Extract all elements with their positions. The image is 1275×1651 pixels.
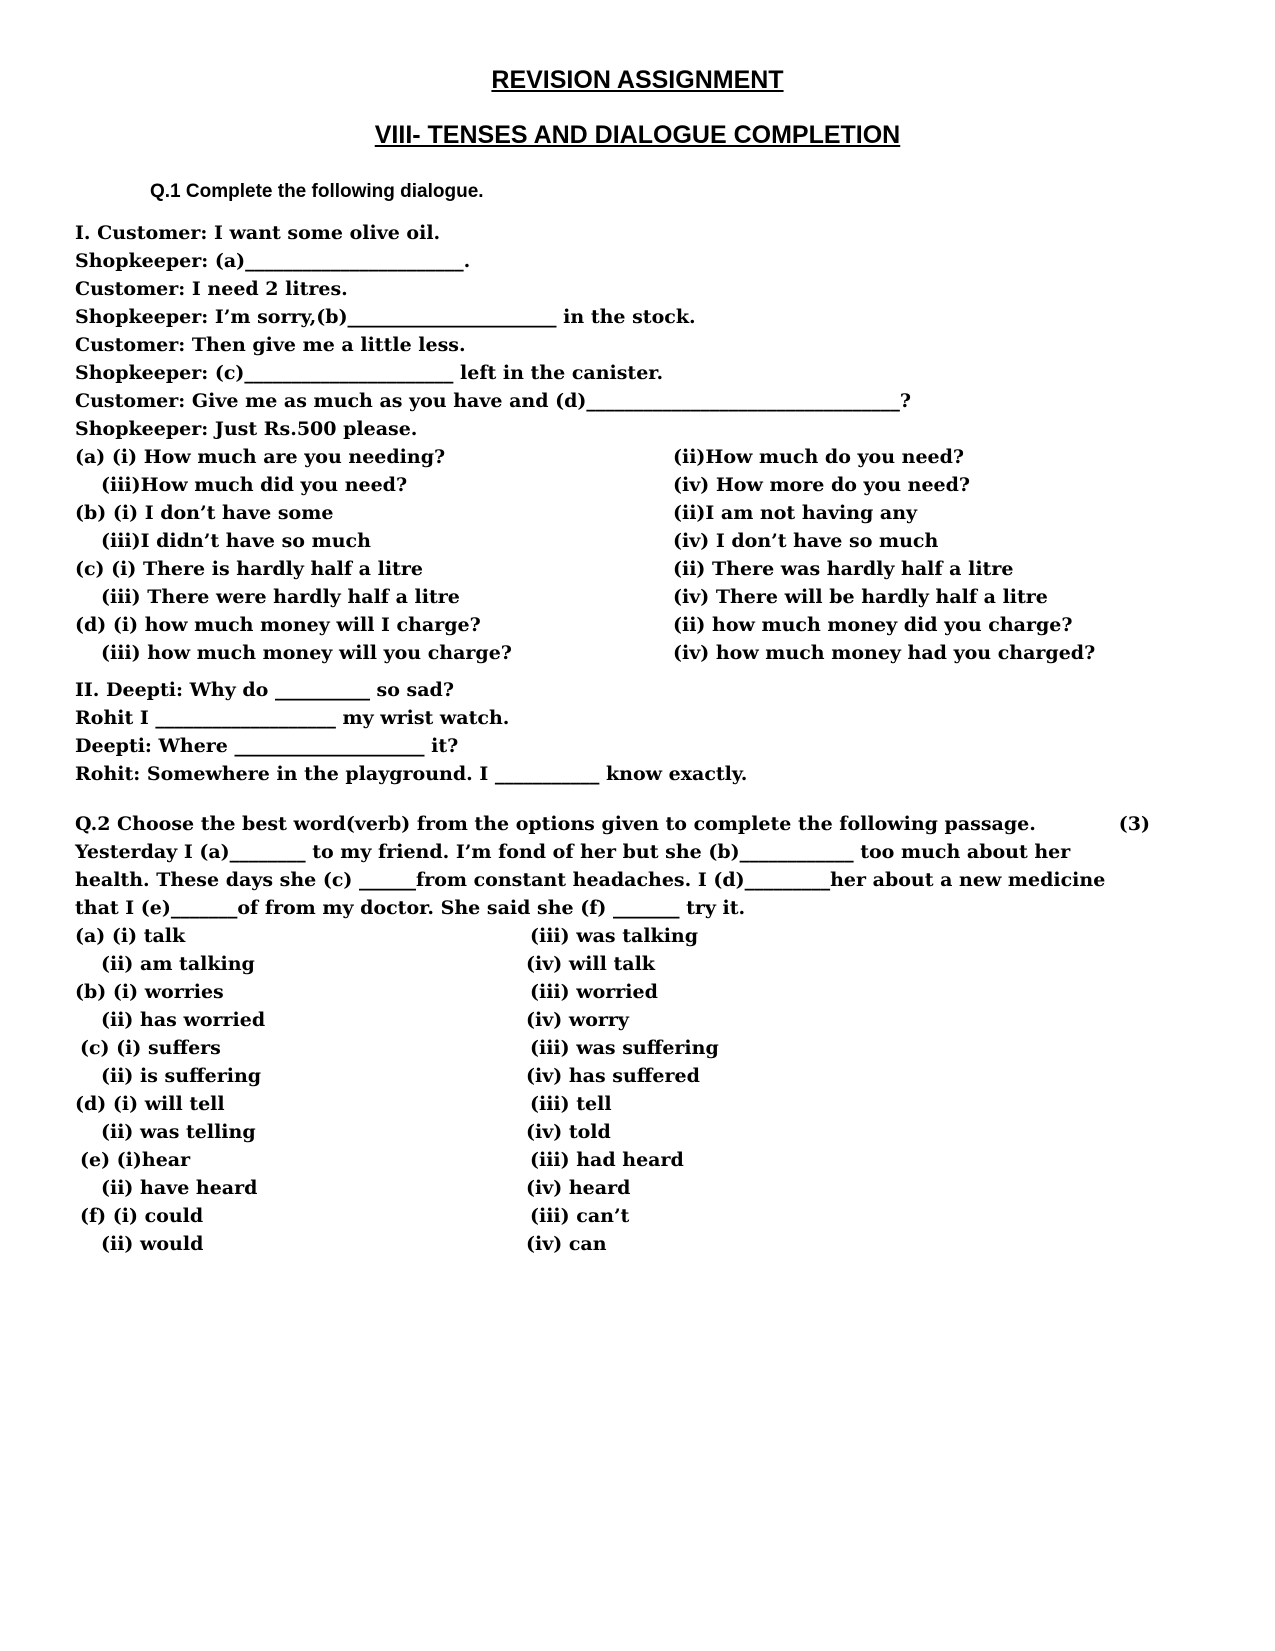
option-right: (iii) had heard xyxy=(530,1149,684,1171)
q1-dialogue-2 xyxy=(75,676,1205,788)
option-right: (iv) has suffered xyxy=(526,1065,700,1087)
option-row xyxy=(75,499,1205,527)
q1-options xyxy=(75,443,1205,667)
dialogue-line: II. Deepti: Why do __________ so sad? xyxy=(75,679,454,701)
q1-heading: Q.1 Complete the following dialogue. xyxy=(150,181,484,202)
option-row xyxy=(75,443,1205,471)
option-row xyxy=(75,1202,1205,1230)
option-row xyxy=(75,922,1205,950)
option-row xyxy=(75,471,1205,499)
option-right: (ii) There was hardly half a litre xyxy=(673,558,1014,580)
dialogue-line: Shopkeeper: (a)_______________________. xyxy=(75,250,471,272)
q2-passage xyxy=(75,810,1205,922)
option-row xyxy=(75,1230,1205,1258)
option-left: (a) (i) How much are you needing? xyxy=(75,446,446,468)
dialogue-line: Shopkeeper: I’m sorry,(b)______________________ in the stock. xyxy=(75,306,696,328)
option-row xyxy=(75,1062,1205,1090)
option-left: (iii)I didn’t have so much xyxy=(101,530,371,552)
option-left: (iii)How much did you need? xyxy=(101,474,408,496)
option-right: (ii)I am not having any xyxy=(673,502,918,524)
option-right: (iv) how much money had you charged? xyxy=(673,642,1096,664)
option-row xyxy=(75,1146,1205,1174)
option-row xyxy=(75,1006,1205,1034)
option-left: (iii) There were hardly half a litre xyxy=(101,586,460,608)
option-right: (iv) How more do you need? xyxy=(673,474,971,496)
option-left: (b) (i) worries xyxy=(75,981,224,1003)
page-subtitle: VIII- TENSES AND DIALOGUE COMPLETION xyxy=(374,121,901,149)
option-left: (c) (i) suffers xyxy=(80,1037,221,1059)
dialogue-line: Deepti: Where ____________________ it? xyxy=(75,735,459,757)
option-left: (ii) have heard xyxy=(101,1177,258,1199)
option-left: (b) (i) I don’t have some xyxy=(75,502,334,524)
option-right: (iv) heard xyxy=(526,1177,631,1199)
option-left: (c) (i) There is hardly half a litre xyxy=(75,558,423,580)
option-right: (iv) will talk xyxy=(526,953,655,975)
passage-line: health. These days she (c) ______from constant headaches. I (d)_________her about a new medicine xyxy=(75,869,1106,891)
dialogue-line: I. Customer: I want some olive oil. xyxy=(75,222,441,244)
option-right: (iii) tell xyxy=(530,1093,612,1115)
q2-marks: (3) xyxy=(1118,813,1150,835)
option-right: (iv) worry xyxy=(526,1009,629,1031)
page-title: REVISION ASSIGNMENT xyxy=(491,66,784,94)
option-right: (iii) worried xyxy=(530,981,658,1003)
option-left: (a) (i) talk xyxy=(75,925,186,947)
option-left: (e) (i)hear xyxy=(80,1149,191,1171)
option-row xyxy=(75,527,1205,555)
option-right: (iv) can xyxy=(526,1233,607,1255)
option-right: (iii) can’t xyxy=(530,1205,630,1227)
option-row xyxy=(75,1090,1205,1118)
option-row xyxy=(75,1034,1205,1062)
option-row xyxy=(75,1174,1205,1202)
dialogue-line: Rohit: Somewhere in the playground. I ___________ know exactly. xyxy=(75,763,748,785)
option-left: (iii) how much money will you charge? xyxy=(101,642,512,664)
dialogue-line: Shopkeeper: (c)______________________ left in the canister. xyxy=(75,362,664,384)
option-left: (d) (i) how much money will I charge? xyxy=(75,614,481,636)
option-row xyxy=(75,555,1205,583)
option-row xyxy=(75,583,1205,611)
option-left: (ii) am talking xyxy=(101,953,255,975)
q2-heading-text: Q.2 Choose the best word(verb) from the options given to complete the following passage. xyxy=(75,813,1036,835)
option-row xyxy=(75,950,1205,978)
option-left: (ii) is suffering xyxy=(101,1065,262,1087)
option-row xyxy=(75,1118,1205,1146)
dialogue-line: Rohit I ___________________ my wrist watch. xyxy=(75,707,510,729)
option-left: (ii) has worried xyxy=(101,1009,266,1031)
option-right: (ii)How much do you need? xyxy=(673,446,965,468)
dialogue-line: Customer: Then give me a little less. xyxy=(75,334,466,356)
dialogue-line: Customer: Give me as much as you have and (d)_________________________________? xyxy=(75,390,911,412)
option-left: (d) (i) will tell xyxy=(75,1093,225,1115)
option-right: (iv) There will be hardly half a litre xyxy=(673,586,1048,608)
dialogue-line: Shopkeeper: Just Rs.500 please. xyxy=(75,418,418,440)
q2-options xyxy=(75,922,1205,1258)
option-right: (ii) how much money did you charge? xyxy=(673,614,1073,636)
option-right: (iii) was suffering xyxy=(530,1037,719,1059)
passage-line: Yesterday I (a)________ to my friend. I’m fond of her but she (b)____________ too much about her xyxy=(75,841,1071,863)
option-right: (iv) told xyxy=(526,1121,611,1143)
option-row xyxy=(75,978,1205,1006)
dialogue-line: Customer: I need 2 litres. xyxy=(75,278,348,300)
option-left: (f) (i) could xyxy=(80,1205,204,1227)
passage-line: that I (e)_______of from my doctor. She said she (f) _______ try it. xyxy=(75,897,746,919)
option-right: (iv) I don’t have so much xyxy=(673,530,939,552)
option-left: (ii) would xyxy=(101,1233,204,1255)
q2-heading xyxy=(75,810,1205,838)
option-right: (iii) was talking xyxy=(530,925,699,947)
q1-dialogue-1 xyxy=(75,219,1205,443)
option-left: (ii) was telling xyxy=(101,1121,256,1143)
option-row xyxy=(75,639,1205,667)
option-row xyxy=(75,611,1205,639)
